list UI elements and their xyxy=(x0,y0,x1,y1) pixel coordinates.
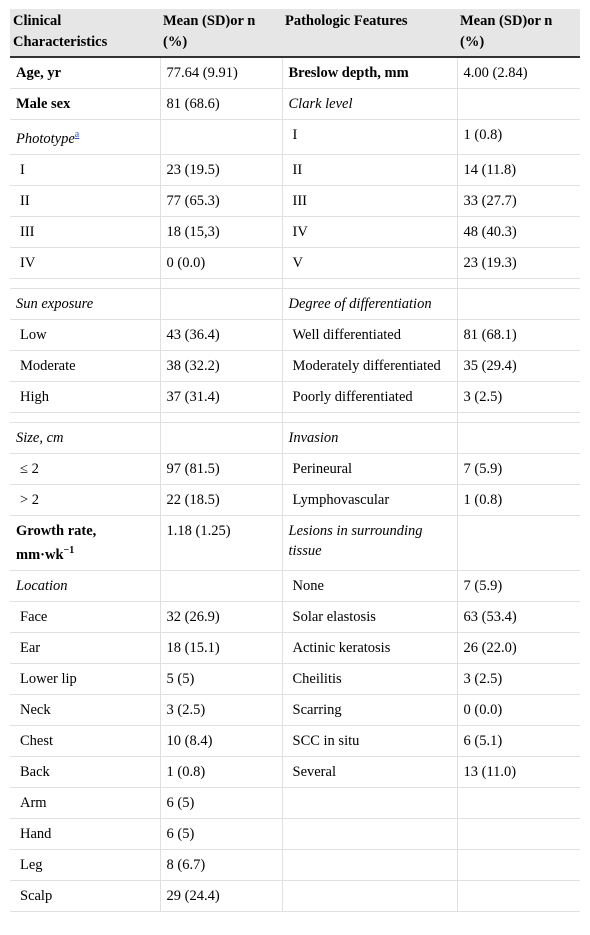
cell-pathologic-value: 4.00 (2.84) xyxy=(457,57,580,89)
cell-clinical: Arm xyxy=(10,787,160,818)
table-row xyxy=(10,880,580,911)
cell-clinical-value: 32 (26.9) xyxy=(160,601,282,632)
cell-pathologic-value: 6 (5.1) xyxy=(457,725,580,756)
cell-clinical: Sun exposure xyxy=(10,288,160,319)
table-row xyxy=(10,288,580,319)
cell-pathologic-value xyxy=(457,288,580,319)
cell-clinical-value: 8 (6.7) xyxy=(160,849,282,880)
table-row xyxy=(10,120,580,155)
table-header-row xyxy=(10,9,580,57)
cell-clinical: Chest xyxy=(10,725,160,756)
cell-pathologic-value: 3 (2.5) xyxy=(457,663,580,694)
cell-clinical: II xyxy=(10,185,160,216)
characteristics-table-container xyxy=(10,9,580,912)
table-row xyxy=(10,570,580,601)
cell-pathologic-value: 14 (11.8) xyxy=(457,154,580,185)
cell-clinical-value: 29 (24.4) xyxy=(160,880,282,911)
characteristics-table xyxy=(10,9,580,912)
table-row xyxy=(10,484,580,515)
table-row xyxy=(10,725,580,756)
cell-pathologic: Breslow depth, mm xyxy=(282,57,457,89)
cell-clinical: I xyxy=(10,154,160,185)
cell-clinical-value: 43 (36.4) xyxy=(160,319,282,350)
growth-rate-label: Growth rate, mm·wk xyxy=(16,522,97,563)
cell-clinical: IV xyxy=(10,247,160,278)
cell-clinical: Male sex xyxy=(10,89,160,120)
cell-pathologic: Several xyxy=(282,756,457,787)
table-row xyxy=(10,663,580,694)
cell-pathologic: III xyxy=(282,185,457,216)
cell-clinical: Location xyxy=(10,570,160,601)
cell-clinical: Scalp xyxy=(10,880,160,911)
table-row xyxy=(10,756,580,787)
cell-pathologic: I xyxy=(282,120,457,155)
table-row xyxy=(10,453,580,484)
cell-pathologic-value: 7 (5.9) xyxy=(457,453,580,484)
cell-pathologic: II xyxy=(282,154,457,185)
table-row xyxy=(10,849,580,880)
cell-pathologic: Scarring xyxy=(282,694,457,725)
cell-clinical xyxy=(10,515,160,570)
cell-clinical-value: 1 (0.8) xyxy=(160,756,282,787)
cell-clinical-value: 18 (15,3) xyxy=(160,216,282,247)
cell-clinical: Lower lip xyxy=(10,663,160,694)
table-row xyxy=(10,422,580,453)
cell-pathologic-value xyxy=(457,880,580,911)
cell-clinical-value: 6 (5) xyxy=(160,787,282,818)
cell-pathologic: Cheilitis xyxy=(282,663,457,694)
table-row xyxy=(10,154,580,185)
growth-rate-exponent: −1 xyxy=(63,544,75,556)
cell-clinical-value: 97 (81.5) xyxy=(160,453,282,484)
cell-clinical: Moderate xyxy=(10,350,160,381)
cell-clinical-value: 37 (31.4) xyxy=(160,381,282,412)
cell-pathologic-value: 1 (0.8) xyxy=(457,120,580,155)
cell-clinical-value: 77 (65.3) xyxy=(160,185,282,216)
cell-pathologic-value xyxy=(457,422,580,453)
cell-clinical: Ear xyxy=(10,632,160,663)
cell-clinical-value: 18 (15.1) xyxy=(160,632,282,663)
phototype-label: Phototype xyxy=(16,130,75,147)
cell-clinical: Back xyxy=(10,756,160,787)
cell-pathologic: Perineural xyxy=(282,453,457,484)
cell-clinical-value: 1.18 (1.25) xyxy=(160,515,282,570)
cell-pathologic: Lesions in surrounding tissue xyxy=(282,515,457,570)
cell-pathologic: Invasion xyxy=(282,422,457,453)
cell-pathologic-value xyxy=(457,849,580,880)
cell-pathologic xyxy=(282,849,457,880)
cell-clinical: Size, cm xyxy=(10,422,160,453)
table-row xyxy=(10,632,580,663)
cell-pathologic-value: 81 (68.1) xyxy=(457,319,580,350)
cell-clinical-value xyxy=(160,288,282,319)
cell-pathologic xyxy=(282,787,457,818)
cell-clinical: Age, yr xyxy=(10,57,160,89)
table-row xyxy=(10,515,580,570)
cell-pathologic: None xyxy=(282,570,457,601)
cell-clinical-value: 5 (5) xyxy=(160,663,282,694)
cell-clinical: Face xyxy=(10,601,160,632)
cell-pathologic: Poorly differentiated xyxy=(282,381,457,412)
cell-clinical-value: 38 (32.2) xyxy=(160,350,282,381)
cell-clinical-value: 77.64 (9.91) xyxy=(160,57,282,89)
table-row xyxy=(10,787,580,818)
cell-pathologic-value: 13 (11.0) xyxy=(457,756,580,787)
cell-pathologic: SCC in situ xyxy=(282,725,457,756)
cell-pathologic-value xyxy=(457,515,580,570)
cell-clinical: Leg xyxy=(10,849,160,880)
table-row xyxy=(10,319,580,350)
cell-pathologic-value: 26 (22.0) xyxy=(457,632,580,663)
header-clinical-characteristics: Clinical Characteristics xyxy=(10,9,160,57)
cell-pathologic-value: 33 (27.7) xyxy=(457,185,580,216)
cell-pathologic-value: 48 (40.3) xyxy=(457,216,580,247)
cell-pathologic xyxy=(282,880,457,911)
cell-pathologic-value: 3 (2.5) xyxy=(457,381,580,412)
spacer-row xyxy=(10,412,580,422)
cell-pathologic: Moderately differentiated xyxy=(282,350,457,381)
cell-clinical: ≤ 2 xyxy=(10,453,160,484)
cell-pathologic-value: 23 (19.3) xyxy=(457,247,580,278)
table-row xyxy=(10,694,580,725)
header-mean-sd-2: Mean (SD)or n (%) xyxy=(457,9,580,57)
cell-clinical xyxy=(10,120,160,155)
cell-pathologic-value: 7 (5.9) xyxy=(457,570,580,601)
cell-pathologic: Degree of differentiation xyxy=(282,288,457,319)
spacer-row xyxy=(10,278,580,288)
cell-pathologic-value: 63 (53.4) xyxy=(457,601,580,632)
footnote-link[interactable]: a xyxy=(74,129,80,140)
cell-clinical-value: 81 (68.6) xyxy=(160,89,282,120)
cell-pathologic-value xyxy=(457,89,580,120)
cell-clinical-value xyxy=(160,570,282,601)
cell-clinical-value xyxy=(160,422,282,453)
cell-pathologic: V xyxy=(282,247,457,278)
header-mean-sd-1: Mean (SD)or n (%) xyxy=(160,9,282,57)
cell-clinical-value xyxy=(160,120,282,155)
cell-clinical-value: 23 (19.5) xyxy=(160,154,282,185)
cell-clinical-value: 22 (18.5) xyxy=(160,484,282,515)
table-row xyxy=(10,57,580,89)
cell-pathologic: Clark level xyxy=(282,89,457,120)
table-row xyxy=(10,381,580,412)
cell-pathologic: Solar elastosis xyxy=(282,601,457,632)
cell-pathologic: Lymphovascular xyxy=(282,484,457,515)
cell-clinical: Low xyxy=(10,319,160,350)
table-row xyxy=(10,185,580,216)
cell-pathologic-value: 35 (29.4) xyxy=(457,350,580,381)
table-row xyxy=(10,247,580,278)
cell-clinical-value: 0 (0.0) xyxy=(160,247,282,278)
cell-clinical: > 2 xyxy=(10,484,160,515)
table-row xyxy=(10,601,580,632)
table-row xyxy=(10,350,580,381)
table-row xyxy=(10,818,580,849)
cell-clinical: Neck xyxy=(10,694,160,725)
cell-pathologic-value: 1 (0.8) xyxy=(457,484,580,515)
cell-clinical: Hand xyxy=(10,818,160,849)
table-row xyxy=(10,89,580,120)
cell-pathologic xyxy=(282,818,457,849)
cell-pathologic: Well differentiated xyxy=(282,319,457,350)
table-row xyxy=(10,216,580,247)
cell-pathologic: Actinic keratosis xyxy=(282,632,457,663)
cell-clinical-value: 10 (8.4) xyxy=(160,725,282,756)
cell-pathologic-value xyxy=(457,818,580,849)
cell-clinical: III xyxy=(10,216,160,247)
cell-pathologic: IV xyxy=(282,216,457,247)
header-pathologic-features: Pathologic Features xyxy=(282,9,457,57)
cell-pathologic-value: 0 (0.0) xyxy=(457,694,580,725)
cell-pathologic-value xyxy=(457,787,580,818)
cell-clinical: High xyxy=(10,381,160,412)
cell-clinical-value: 6 (5) xyxy=(160,818,282,849)
cell-clinical-value: 3 (2.5) xyxy=(160,694,282,725)
